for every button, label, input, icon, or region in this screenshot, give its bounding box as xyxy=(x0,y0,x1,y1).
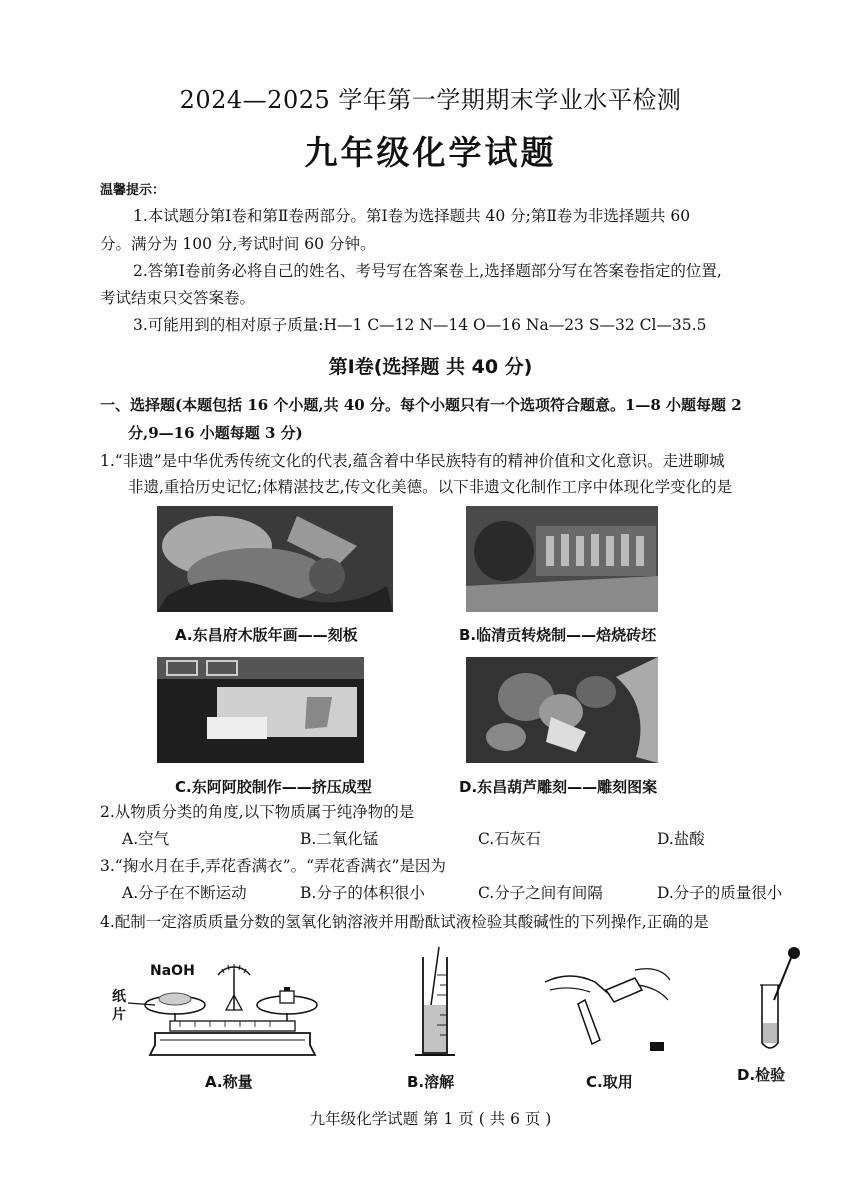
q1-option-c[interactable]: C.东阿阿胶制作——挤压成型 xyxy=(175,778,372,796)
page-footer: 九年级化学试题 第 1 页 ( 共 6 页 ) xyxy=(309,1110,552,1128)
notice-item-1-line-2: 分。满分为 100 分,考试时间 60 分钟。 xyxy=(100,235,376,253)
q2-option-d[interactable]: D.盐酸 xyxy=(657,830,705,848)
q2-option-c[interactable]: C.石灰石 xyxy=(478,830,541,848)
q1-option-d[interactable]: D.东昌葫芦雕刻——雕刻图案 xyxy=(459,778,658,796)
q4-stem: 4.配制一定溶质质量分数的氢氧化钠溶液并用酚酞试液检验其酸碱性的下列操作,正确的是 xyxy=(100,913,709,931)
q4-option-b[interactable]: B.溶解 xyxy=(407,1073,455,1091)
q2-stem: 2.从物质分类的角度,以下物质属于纯净物的是 xyxy=(100,803,415,821)
q4-option-a[interactable]: A.称量 xyxy=(205,1073,253,1091)
notice-item-2-line-2: 考试结束只交答案卷。 xyxy=(100,289,256,307)
q3-option-d[interactable]: D.分子的质量很小 xyxy=(657,884,783,902)
notice-item-3: 3.可能用到的相对原子质量:H—1 C—12 N—14 O—16 Na—23 S—32 Cl—35.5 xyxy=(133,316,707,334)
q2-option-a[interactable]: A.空气 xyxy=(122,830,170,848)
part1-heading-line-2: 分,9—16 小题每题 3 分) xyxy=(128,424,303,442)
q1-option-a[interactable]: A.东昌府木版年画——刻板 xyxy=(175,626,358,644)
notice-item-1-line-1: 1.本试题分第Ⅰ卷和第Ⅱ卷两部分。第Ⅰ卷为选择题共 40 分;第Ⅱ卷为非选择题共 60 xyxy=(133,207,691,225)
q4-option-c[interactable]: C.取用 xyxy=(586,1073,633,1091)
notice-heading: 温馨提示： xyxy=(100,183,166,198)
measuring-cylinder-icon xyxy=(405,945,465,1060)
dropper-test-tube-icon xyxy=(748,945,808,1057)
donkey-hide-gelatin-photo xyxy=(157,657,364,763)
paper-label-2: 片 xyxy=(112,1007,126,1023)
q3-stem: 3.“掬水月在手,弄花香满衣”。“弄花香满衣”是因为 xyxy=(100,857,446,875)
q2-option-b[interactable]: B.二氧化锰 xyxy=(300,830,379,848)
exam-header-title: 2024—2025 学年第一学期期末学业水平检测 xyxy=(179,86,682,114)
naoh-label: NaOH xyxy=(150,963,195,979)
gourd-carving-photo xyxy=(466,657,658,763)
q3-option-a[interactable]: A.分子在不断运动 xyxy=(122,884,247,902)
pouring-hands-icon xyxy=(540,960,675,1060)
q1-stem-line-1: 1.“非遗”是中华优秀传统文化的代表,蕴含着中华民族特有的精神价值和文化意识。走进聊城 xyxy=(100,452,725,470)
q3-option-c[interactable]: C.分子之间有间隔 xyxy=(478,884,603,902)
woodblock-carving-photo xyxy=(157,506,393,612)
q1-option-b[interactable]: B.临清贡转烧制——焙烧砖坯 xyxy=(459,626,657,644)
section-title: 第Ⅰ卷(选择题 共 40 分) xyxy=(328,356,533,378)
kiln-firing-photo xyxy=(466,506,658,612)
notice-item-2-line-1: 2.答第Ⅰ卷前务必将自己的姓名、考号写在答案卷上,选择题部分写在答案卷指定的位置, xyxy=(133,262,722,280)
balance-scale-icon xyxy=(100,955,325,1063)
q1-stem-line-2: 非遗,重拾历史记忆;体精湛技艺,传文化美德。以下非遗文化制作工序中体现化学变化的是 xyxy=(128,478,733,496)
q4-option-d[interactable]: D.检验 xyxy=(737,1066,786,1084)
part1-heading-line-1: 一、选择题(本题包括 16 个小题,共 40 分。每个小题只有一个选项符合题意。1—8 小题每题 2 xyxy=(100,396,742,414)
paper-label-1: 纸 xyxy=(112,989,126,1005)
page-title: 九年级化学试题 xyxy=(304,133,557,172)
q3-option-b[interactable]: B.分子的体积很小 xyxy=(300,884,425,902)
